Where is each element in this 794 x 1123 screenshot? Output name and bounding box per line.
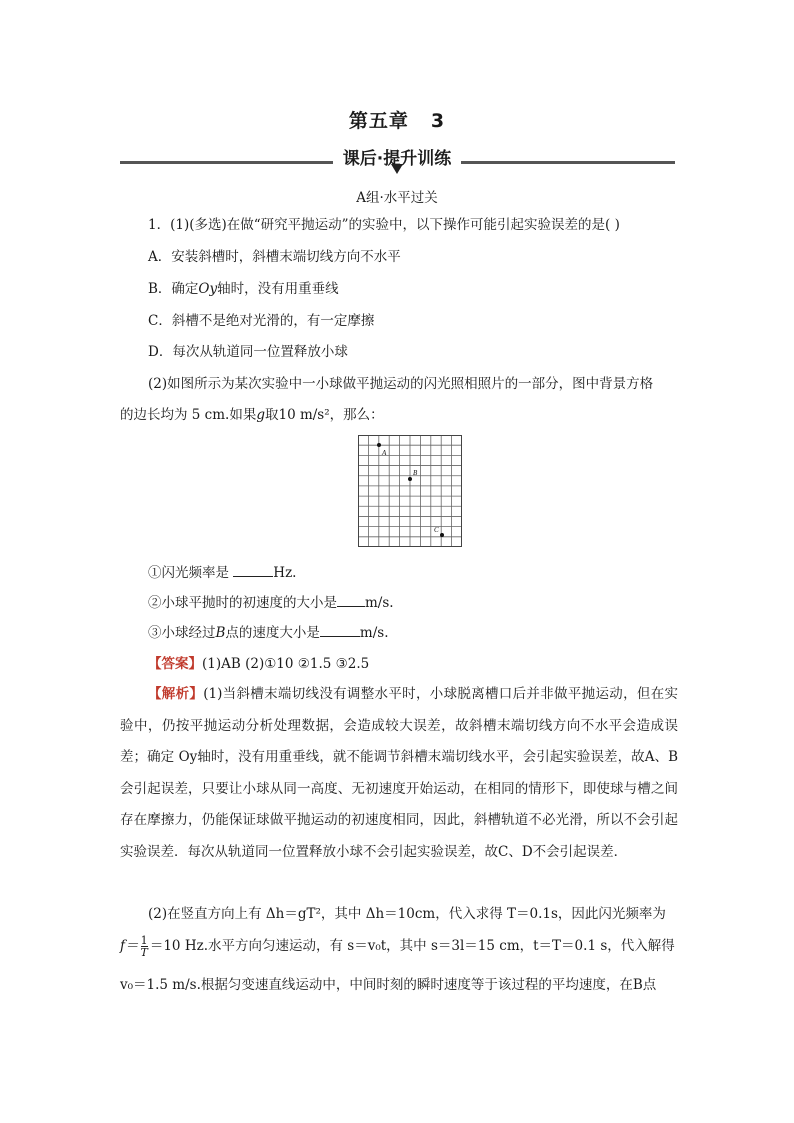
- answer-blank-2[interactable]: [337, 592, 365, 607]
- answer-line: [148, 654, 369, 674]
- part2-line2: [120, 405, 384, 425]
- option-b-prefix: B．确定: [148, 281, 199, 297]
- point-a-label: A: [382, 449, 387, 457]
- sub2-suffix: m/s.: [365, 595, 394, 611]
- answer-blank-1[interactable]: [233, 562, 273, 577]
- sub3-middle: 点的速度大小是: [225, 625, 320, 641]
- sub-question-1: [148, 562, 296, 583]
- section-number: 3: [430, 110, 446, 132]
- analysis-paragraph-1: [120, 679, 678, 868]
- question-stem: 1．(1)(多选)在做“研究平抛运动”的实验中，以下操作可能引起实验误差的是( ): [148, 217, 620, 233]
- sub3-prefix: ③小球经过: [148, 625, 216, 641]
- option-b-axis: Oy: [198, 281, 218, 297]
- point-c-label: C: [434, 526, 439, 534]
- analysis-p2-line2: [120, 935, 675, 965]
- answer-label: 【答案】: [148, 656, 202, 672]
- fraction-numerator: 1: [140, 934, 148, 947]
- sub3-point: B: [215, 625, 226, 641]
- sub1-prefix: ①闪光频率是: [148, 565, 234, 581]
- group-title: A组·水平过关: [356, 190, 438, 206]
- point-b-label: B: [413, 469, 418, 477]
- part2-line2-prefix: 的边长均为 5 cm.如果: [120, 407, 257, 423]
- sub3-suffix: m/s.: [359, 625, 389, 641]
- option-d: D．每次从轨道同一位置释放小球: [148, 344, 348, 360]
- sub2-prefix: ②小球平抛时的初速度的大小是: [148, 595, 337, 611]
- fraction-denominator: T: [140, 946, 148, 959]
- part2-line1: (2)如图所示为某次实验中一小球做平抛运动的闪光照相照片的一部分，图中背景方格: [148, 376, 654, 392]
- answer-text: (1)AB (2)①10 ②1.5 ③2.5: [202, 656, 370, 672]
- analysis-label: 【解析】: [148, 686, 204, 702]
- sub-question-2: [148, 592, 394, 613]
- answer-blank-3[interactable]: [320, 622, 360, 637]
- option-a: A．安装斜槽时，斜槽末端切线方向不水平: [148, 249, 401, 265]
- triangle-marker-icon: [391, 164, 403, 174]
- part2-line2-suffix: 取10 m/s²，那么：: [264, 407, 384, 423]
- chapter-label: 第五章: [348, 110, 409, 132]
- option-b-suffix: 轴时，没有用重垂线: [217, 281, 339, 297]
- gravity-symbol: g: [256, 407, 265, 423]
- frequency-symbol: f＝: [120, 938, 139, 954]
- chapter-title: [0, 106, 794, 133]
- analysis-p1-text: (1)当斜槽末端切线没有调整水平时，小球脱离槽口后并非做平抛运动，但在实验中，仍按平抛运动分析处理数据，会造成较大误差，故斜槽末端切线方向不水平会造成误差；确定 Oy轴时，没有用重垂线，就不能调节斜槽末端切线水平，会引起实验误差，故A、B会引起误差，只要让小球从同一高度、无初速度开始运动，在相同的情形下，即使球与槽之间存在摩擦力，仍能保证球做平抛运动的初速度相同，因此，斜槽轨道不必光滑，所以不会引起实验误差．每次从轨道同一位置释放小球不会引起实验误差，故C、D不会引起误差．: [120, 686, 679, 860]
- point-c: [440, 533, 444, 537]
- point-b: [408, 477, 412, 481]
- option-c: C．斜槽不是绝对光滑的，有一定摩擦: [148, 313, 375, 329]
- analysis-p2-line3: v₀＝1.5 m/s.根据匀变速直线运动中，中间时刻的瞬时速度等于该过程的平均速度，在B点: [120, 977, 657, 993]
- analysis-p2-line1: (2)在竖直方向上有 Δh＝gT²，其中 Δh＝10cm，代入求得 T＝0.1s，因此闪光频率为: [148, 906, 666, 922]
- sub1-suffix: Hz.: [273, 565, 297, 581]
- fraction-one-over-t: [141, 935, 148, 958]
- subtitle-text: 课后·提升训练: [333, 149, 461, 169]
- sub-question-3: [148, 622, 389, 643]
- flash-photo-grid: [358, 435, 462, 547]
- option-b: [148, 279, 339, 299]
- point-a: [377, 443, 381, 447]
- analysis-p2-line2-rest: ＝10 Hz.水平方向匀速运动，有 s＝v₀t，其中 s＝3l＝15 cm，t＝T＝0.1 s，代入解得: [149, 938, 675, 954]
